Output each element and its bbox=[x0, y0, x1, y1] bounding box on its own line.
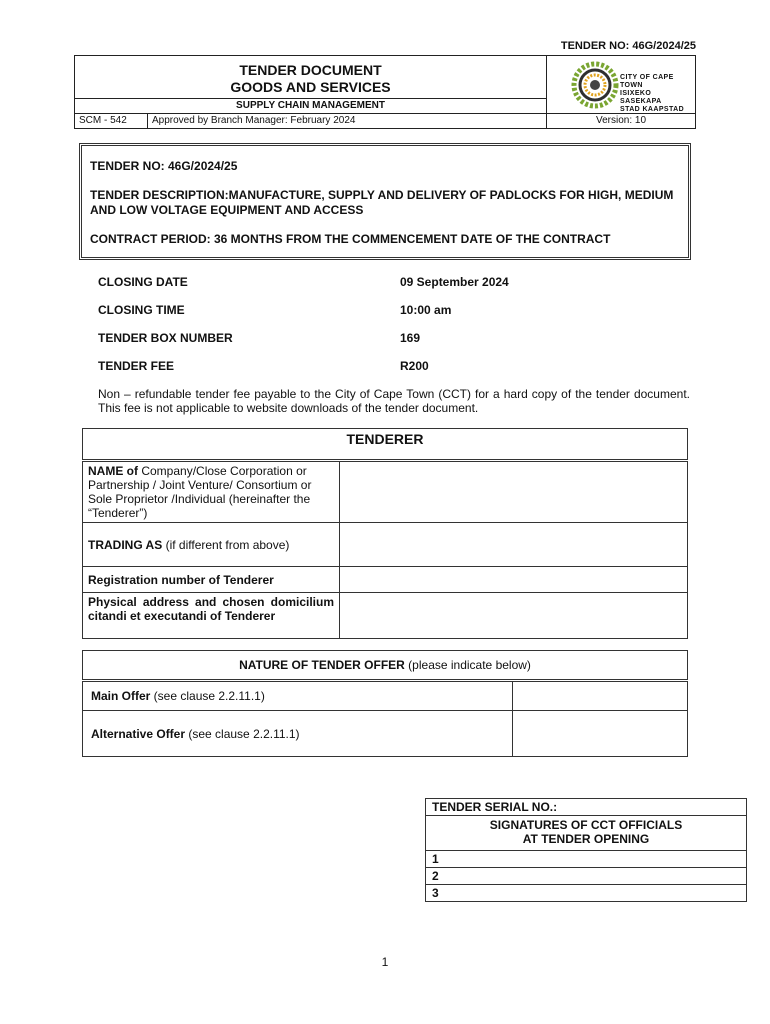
tender-info-box bbox=[79, 143, 691, 260]
closing-date-label: CLOSING DATE bbox=[98, 275, 188, 289]
document-header bbox=[74, 55, 696, 129]
header-title-line1: TENDER DOCUMENT bbox=[239, 62, 382, 78]
info-tender-number: TENDER NO: 46G/2024/25 bbox=[90, 159, 238, 173]
main-offer-field[interactable] bbox=[513, 681, 688, 711]
signature-row-1[interactable]: 1 bbox=[426, 851, 747, 868]
registration-field[interactable] bbox=[340, 567, 688, 593]
header-subtitle: SUPPLY CHAIN MANAGEMENT bbox=[75, 99, 547, 114]
city-logo bbox=[547, 56, 695, 114]
logo-text-line2: ISIXEKO SASEKAPA bbox=[620, 90, 662, 105]
nature-heading-rest: (please indicate below) bbox=[404, 658, 531, 672]
trading-as-field[interactable] bbox=[340, 523, 688, 567]
tender-fee-label: TENDER FEE bbox=[98, 359, 175, 373]
header-version: Version: 10 bbox=[595, 115, 647, 126]
logo-text bbox=[620, 74, 695, 114]
nature-heading bbox=[83, 651, 688, 681]
nonrefundable-note: Non – refundable tender fee payable to the City of Cape Town (CCT) for a hard copy of the tender document. This fee is not applicable to website downloads of the tender document. bbox=[98, 387, 690, 415]
tenderer-heading: TENDERER bbox=[83, 429, 688, 461]
nature-heading-bold: NATURE OF TENDER OFFER bbox=[239, 658, 405, 672]
tenderer-name-field[interactable] bbox=[340, 461, 688, 523]
signatures-heading-line2: AT TENDER OPENING bbox=[522, 832, 650, 846]
top-tender-number: TENDER NO: 46G/2024/25 bbox=[560, 40, 696, 52]
tender-fee-value: R200 bbox=[400, 359, 429, 373]
tenderer-name-label bbox=[83, 461, 340, 523]
header-title-line2: GOODS AND SERVICES bbox=[230, 79, 391, 95]
logo-text-line1: CITY OF CAPE TOWN bbox=[620, 74, 674, 89]
info-contract-period: CONTRACT PERIOD: 36 MONTHS FROM THE COMMENCEMENT DATE OF THE CONTRACT bbox=[90, 232, 611, 246]
tenderer-table bbox=[82, 428, 688, 639]
tenderer-name-rest: Company/Close Corporation or Partnership / Joint Venture/ Consortium or Sole Proprietor /Individual (hereinafter the “Tenderer”) bbox=[88, 464, 312, 520]
nature-of-offer-table bbox=[82, 650, 688, 757]
header-title bbox=[75, 56, 547, 99]
trading-as-label bbox=[83, 523, 340, 567]
alternative-offer-field[interactable] bbox=[513, 711, 688, 757]
closing-date-value: 09 September 2024 bbox=[400, 275, 509, 289]
address-field[interactable] bbox=[340, 593, 688, 639]
main-offer-bold: Main Offer bbox=[91, 689, 151, 703]
city-emblem-icon bbox=[571, 61, 619, 109]
tender-box-value: 169 bbox=[400, 331, 421, 345]
closing-time-label: CLOSING TIME bbox=[98, 303, 185, 317]
signature-row-2[interactable]: 2 bbox=[426, 868, 747, 885]
address-label: Physical address and chosen domicilium citandi et executandi of Tenderer bbox=[83, 593, 340, 639]
signature-row-3[interactable]: 3 bbox=[426, 885, 747, 902]
header-code: SCM - 542 bbox=[75, 114, 148, 129]
main-offer-rest: (see clause 2.2.11.1) bbox=[150, 689, 265, 703]
logo-text-line3: STAD KAAPSTAD bbox=[620, 106, 685, 113]
tender-serial-table bbox=[425, 798, 747, 902]
main-offer-label bbox=[83, 681, 513, 711]
registration-label: Registration number of Tenderer bbox=[83, 567, 340, 593]
tender-box-label: TENDER BOX NUMBER bbox=[98, 331, 233, 345]
closing-time-value: 10:00 am bbox=[400, 303, 452, 317]
header-approved: Approved by Branch Manager: February 2024 bbox=[148, 114, 547, 129]
alternative-offer-bold: Alternative Offer bbox=[91, 726, 186, 741]
info-description: TENDER DESCRIPTION:MANUFACTURE, SUPPLY AND DELIVERY OF PADLOCKS FOR HIGH, MEDIUM AND LOW VOLTAGE EQUIPMENT AND ACCESS bbox=[90, 188, 674, 217]
trading-as-rest: (if different from above) bbox=[162, 537, 290, 552]
alternative-offer-label bbox=[83, 711, 513, 757]
signatures-heading bbox=[426, 816, 747, 851]
alternative-offer-rest: (see clause 2.2.11.1) bbox=[185, 726, 300, 741]
trading-as-bold: TRADING AS bbox=[88, 537, 163, 552]
signatures-heading-line1: SIGNATURES OF CCT OFFICIALS bbox=[489, 818, 683, 832]
page-number: 1 bbox=[381, 955, 389, 969]
tenderer-name-bold: NAME of bbox=[88, 464, 138, 478]
tender-serial-label: TENDER SERIAL NO.: bbox=[426, 799, 747, 816]
